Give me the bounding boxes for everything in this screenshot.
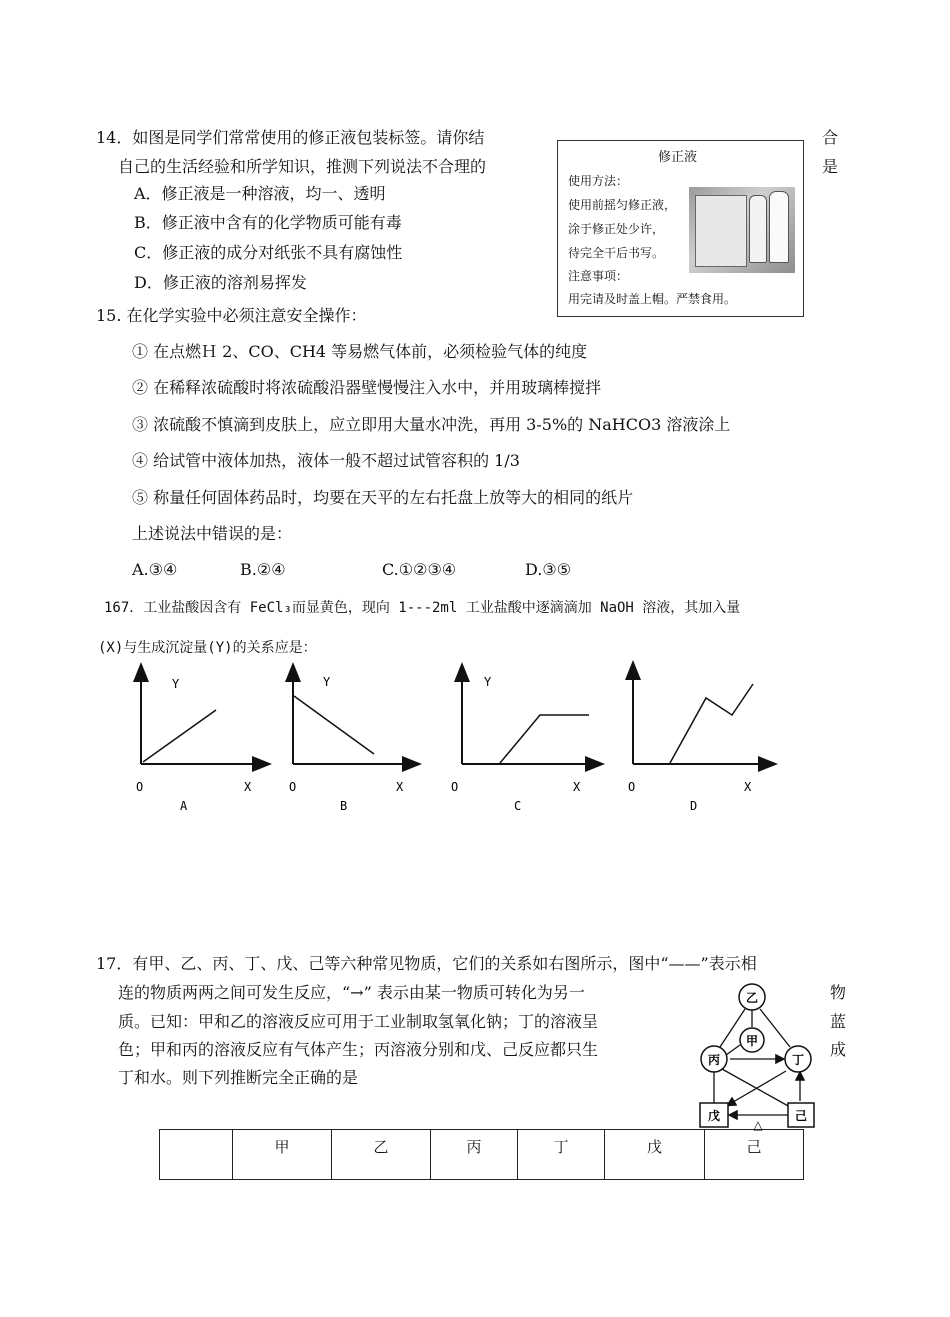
origin-label: O — [289, 780, 297, 794]
table-header-cell — [160, 1130, 233, 1180]
node-label: 己 — [794, 1109, 808, 1123]
table-header-cell: 甲 — [233, 1130, 332, 1180]
package-image — [695, 195, 747, 267]
q15-option-a: A.③④ — [132, 560, 178, 579]
y-axis-label: Y — [484, 675, 492, 689]
q17-relation-diagram — [690, 975, 830, 1135]
q14-stem-right1: 合 — [822, 128, 839, 147]
q15-option-c: C.①②③④ — [382, 560, 457, 579]
q15-option-d: D.③⑤ — [525, 560, 572, 579]
curve-line — [143, 710, 216, 762]
q17-stem-line1: 17．有甲、乙、丙、丁、戊、己等六种常见物质，它们的关系如右图所示，图中“——”表示相 — [96, 954, 757, 973]
q16-graphs — [0, 660, 950, 820]
label-line: 使用方法： — [568, 174, 629, 188]
x-axis-label: X — [744, 780, 752, 794]
q15-question: 上述说法中错误的是： — [132, 524, 293, 543]
node-yi — [739, 984, 765, 1010]
q14-option-d: D．修正液的溶剂易挥发 — [134, 273, 307, 292]
table-header-cell: 己 — [705, 1130, 804, 1180]
node-label: 丙 — [707, 1053, 721, 1067]
table-header-cell: 乙 — [332, 1130, 431, 1180]
node-ding — [785, 1046, 811, 1072]
graph-b — [289, 672, 412, 813]
graph-d — [628, 670, 768, 813]
q17-line4: 色；甲和丙的溶液反应有气体产生；丙溶液分别和戊、己反应都只生 — [118, 1040, 599, 1059]
curve-line — [670, 684, 753, 763]
table-header-cell: 丁 — [518, 1130, 605, 1180]
q16-stem-line1: 167．工业盐酸因含有 FeCl₃而显黄色，现向 1---2ml 工业盐酸中逐滴滴加 NaOH 溶液，其加入量 — [104, 600, 741, 616]
x-axis-label: X — [573, 780, 581, 794]
q17-line3: 质。已知：甲和乙的溶液反应可用于工业制取氢氧化钠；丁的溶液呈 — [118, 1012, 599, 1031]
q14-option-a: A．修正液是一种溶液，均一、透明 — [134, 184, 386, 203]
graph-a — [136, 672, 262, 813]
q17-answer-table — [159, 1129, 804, 1180]
q15-item-1: ① 在点燃Ｈ 2、CO、CH4 等易燃气体前，必须检验气体的纯度 — [132, 342, 588, 361]
q15-item-5: ⑤ 称量任何固体药品时，均要在天平的左右托盘上放等大的相同的纸片 — [132, 488, 634, 507]
correction-fluid-label — [557, 140, 804, 317]
label-title: 修正液 — [658, 150, 698, 165]
q15-option-b: B.②④ — [240, 560, 286, 579]
node-jia — [740, 1028, 764, 1052]
label-line: 待完全干后书写。 — [568, 246, 665, 260]
origin-label: O — [136, 780, 144, 794]
node-label: 甲 — [745, 1034, 759, 1048]
q14-option-c: C．修正液的成分对纸张不具有腐蚀性 — [134, 243, 403, 262]
label-line: 使用前摇匀修正液， — [568, 198, 677, 212]
heat-symbol: △ — [753, 1118, 763, 1132]
node-label: 乙 — [745, 991, 759, 1005]
q17-line4-right: 成 — [830, 1040, 847, 1059]
node-ji — [788, 1103, 814, 1127]
table-header-cell: 丙 — [431, 1130, 518, 1180]
node-wu — [700, 1103, 728, 1127]
node-label: 戊 — [707, 1109, 721, 1123]
q17-line2: 连的物质两两之间可发生反应，“→” 表示由某一物质可转化为另一 — [118, 983, 585, 1002]
label-line: 用完请及时盖上帽。严禁食用。 — [568, 292, 737, 306]
graph-c — [451, 672, 595, 813]
q14-stem-line2: 自己的生活经验和所学知识，推测下列说法不合理的 — [118, 157, 487, 176]
q15-stem: 15. 在化学实验中必须注意安全操作： — [96, 306, 367, 325]
graph-caption: D — [690, 799, 698, 813]
curve-line — [294, 696, 374, 754]
product-photo — [689, 187, 795, 273]
q17-line5: 丁和水。则下列推断完全正确的是 — [118, 1068, 359, 1087]
y-axis-label: Y — [172, 677, 180, 691]
x-axis-label: X — [244, 780, 252, 794]
q15-item-3: ③ 浓硫酸不慎滴到皮肤上，应立即用大量水冲洗，再用 3-5%的 NaHCO3 溶液涂上 — [132, 415, 731, 434]
node-bing — [701, 1046, 727, 1072]
x-axis-label: X — [396, 780, 404, 794]
curve-line — [500, 715, 589, 763]
node-label: 丁 — [791, 1053, 805, 1067]
q15-item-4: ④ 给试管中液体加热，液体一般不超过试管容积的 1/3 — [132, 451, 520, 470]
label-line: 涂于修正处少许， — [568, 222, 665, 236]
y-axis-label: Y — [323, 675, 331, 689]
q14-stem-line1: 14．如图是同学们常常使用的修正液包装标签。请你结 — [96, 128, 485, 147]
q14-stem-right2: 是 — [822, 157, 839, 176]
origin-label: O — [451, 780, 459, 794]
q14-option-b: B．修正液中含有的化学物质可能有毒 — [134, 213, 402, 232]
q17-line2-right: 物 — [830, 983, 847, 1002]
graph-caption: C — [514, 799, 522, 813]
bottle-image — [769, 191, 789, 263]
graph-caption: B — [340, 799, 348, 813]
q15-item-2: ② 在稀释浓硫酸时将浓硫酸沿器壁慢慢注入水中，并用玻璃棒搅拌 — [132, 378, 602, 397]
label-line: 注意事项： — [568, 269, 629, 283]
bottle-image — [749, 195, 767, 263]
origin-label: O — [628, 780, 636, 794]
table-row — [160, 1130, 804, 1180]
q16-stem-line2: (X)与生成沉淀量(Y)的关系应是： — [98, 640, 317, 656]
graph-caption: A — [180, 799, 188, 813]
table-header-cell: 戊 — [605, 1130, 705, 1180]
q17-line3-right: 蓝 — [830, 1012, 847, 1031]
